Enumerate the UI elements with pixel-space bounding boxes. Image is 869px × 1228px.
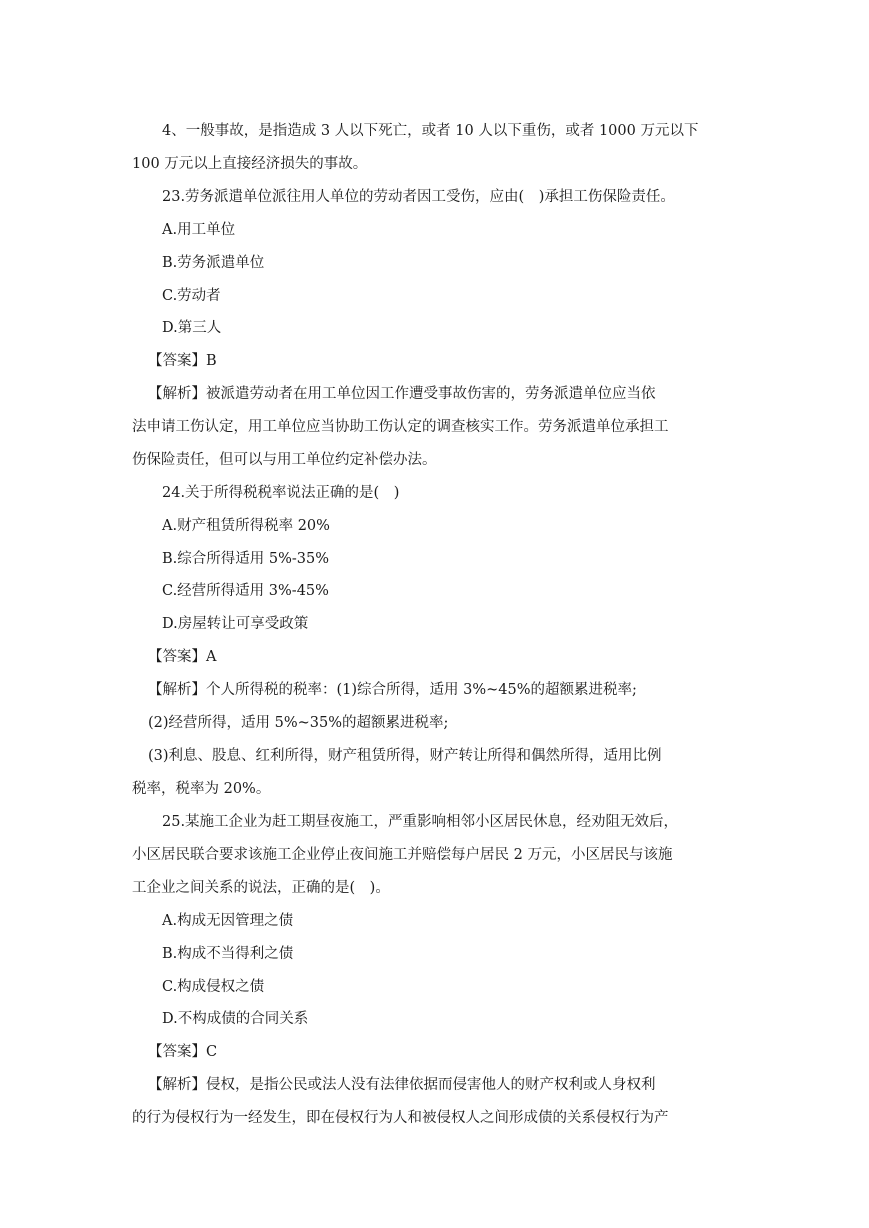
analysis-text: 【解析】侵权，是指公民或法人没有法律依据而侵害他人的财产权利或人身权利 xyxy=(148,1077,656,1093)
option-a: A.构成无因管理之债 xyxy=(162,913,294,929)
option-d: D.不构成债的合同关系 xyxy=(162,1011,309,1027)
analysis-text: (2)经营所得，适用 5%~35%的超额累进税率; xyxy=(148,715,449,731)
question-23: 23.劳务派遣单位派往用人单位的劳动者因工受伤，应由( )承担工伤保险责任。 xyxy=(162,189,675,205)
option-a: A.用工单位 xyxy=(162,222,236,238)
analysis-text: 法申请工伤认定，用工单位应当协助工伤认定的调查核实工作。劳务派遣单位承担工 xyxy=(132,419,669,435)
answer-label: 【答案】B xyxy=(148,353,217,369)
analysis-text: (3)利息、股息、红利所得，财产租赁所得，财产转让所得和偶然所得，适用比例 xyxy=(148,748,662,764)
question-text: 小区居民联合要求该施工企业停止夜间施工并赔偿每户居民 2 万元，小区居民与该施 xyxy=(132,847,673,863)
option-b: B.综合所得适用 5%-35% xyxy=(162,551,330,567)
question-text: 工企业之间关系的说法，正确的是( )。 xyxy=(132,880,390,896)
text-line: 100 万元以上直接经济损失的事故。 xyxy=(132,156,368,172)
option-c: C.构成侵权之债 xyxy=(162,979,265,995)
answer-label: 【答案】C xyxy=(148,1044,218,1060)
analysis-text: 税率，税率为 20%。 xyxy=(132,781,271,797)
answer-label: 【答案】A xyxy=(148,649,217,665)
option-b: B.构成不当得利之债 xyxy=(162,946,294,962)
analysis-text: 【解析】被派遣劳动者在用工单位因工作遭受事故伤害的，劳务派遣单位应当依 xyxy=(148,386,656,402)
option-c: C.经营所得适用 3%-45% xyxy=(162,583,329,599)
option-c: C.劳动者 xyxy=(162,288,221,304)
text-line: 4、一般事故，是指造成 3 人以下死亡，或者 10 人以下重伤，或者 1000 万元以下 xyxy=(162,123,699,139)
analysis-text: 【解析】个人所得税的税率：(1)综合所得，适用 3%~45%的超额累进税率; xyxy=(148,682,637,698)
option-a: A.财产租赁所得税率 20% xyxy=(162,518,330,534)
option-d: D.第三人 xyxy=(162,320,222,336)
option-b: B.劳务派遣单位 xyxy=(162,255,265,271)
option-d: D.房屋转让可享受政策 xyxy=(162,616,309,632)
question-25: 25.某施工企业为赶工期昼夜施工，严重影响相邻小区居民休息，经劝阻无效后， xyxy=(162,814,679,830)
analysis-text: 伤保险责任，但可以与用工单位约定补偿办法。 xyxy=(132,452,437,468)
question-24: 24.关于所得税税率说法正确的是( ) xyxy=(162,485,400,501)
analysis-text: 的行为侵权行为一经发生，即在侵权行为人和被侵权人之间形成债的关系侵权行为产 xyxy=(132,1110,669,1126)
